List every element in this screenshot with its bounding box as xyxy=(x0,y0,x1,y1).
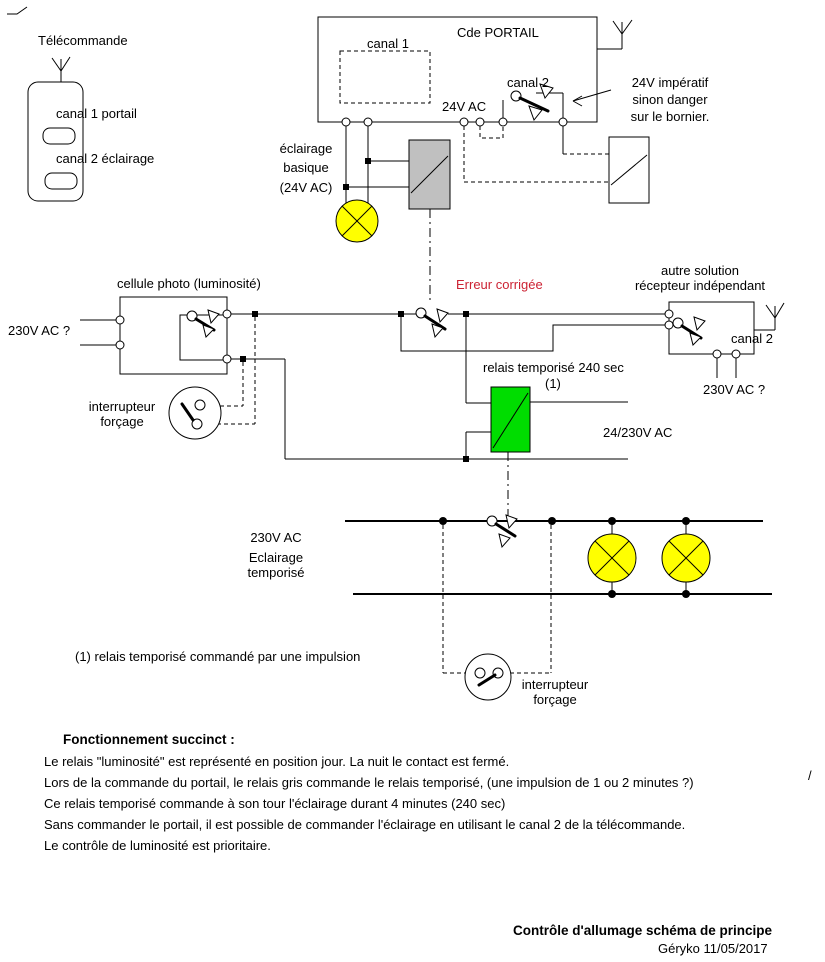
timer-relay-supply-label: 24/230V AC xyxy=(603,425,673,440)
green-relay xyxy=(491,387,530,452)
remote-title: Télécommande xyxy=(38,33,128,48)
timed-lighting-rails xyxy=(345,515,772,598)
warning-line2: sinon danger xyxy=(632,92,708,107)
junction-dot xyxy=(398,311,404,317)
description-line-1: Le relais "luminosité" est représenté en position jour. La nuit le contact est fermé. xyxy=(44,754,510,769)
warning-line1: 24V impératif xyxy=(631,75,709,90)
force-switch-lower xyxy=(443,525,551,700)
junction-dot xyxy=(240,356,246,362)
canal2-label: canal 2 xyxy=(507,75,549,90)
junction-dot xyxy=(252,311,258,317)
supply-24v-label: 24V AC xyxy=(442,99,487,114)
portal-relay-circuit xyxy=(464,126,649,203)
basic-lighting-line3: (24V AC) xyxy=(279,180,333,195)
timed-lighting-line2: Eclairage temporisé xyxy=(247,550,305,580)
footnote: (1) relais temporisé commandé par une impulsion xyxy=(75,649,361,664)
alt-receiver-line2: récepteur indépendant xyxy=(634,278,766,293)
bypass-wire xyxy=(401,317,665,351)
timer-relay-ref: (1) xyxy=(545,376,561,391)
description-line-2: Lors de la commande du portail, le relais gris commande le relais temporisé, (une impulsion de 1 ou 2 minutes ?) xyxy=(44,775,694,790)
remote-button-1 xyxy=(43,128,75,144)
force-upper-line1: interrupteur xyxy=(88,399,156,414)
photocell-switch xyxy=(187,310,219,337)
main-row xyxy=(231,308,665,351)
description-line-3: Ce relais temporisé commande à son tour l'éclairage durant 4 minutes (240 sec) xyxy=(44,796,506,811)
junction-dot xyxy=(548,517,556,525)
lamp-basic xyxy=(336,200,378,242)
portal-box-title: Cde PORTAIL xyxy=(457,25,539,40)
basic-lighting-line1: éclairage xyxy=(279,141,333,156)
basic-lighting-circuit xyxy=(336,126,450,300)
remote-button1-label: canal 1 portail xyxy=(56,106,137,121)
force-lower-line2: forçage xyxy=(533,692,577,707)
canal1-label: canal 1 xyxy=(367,36,409,51)
author-credit: Géryko 11/05/2017 xyxy=(658,941,768,956)
remote-control xyxy=(28,57,83,201)
page-title: Contrôle d'allumage schéma de principe xyxy=(513,923,773,938)
photocell-box xyxy=(80,297,231,374)
stray-mark xyxy=(7,7,27,14)
remote-button-2 xyxy=(45,173,77,189)
lamp-timed-1 xyxy=(588,521,636,594)
canal1-module xyxy=(340,51,430,103)
description-line-4: Sans commander le portail, il est possible de commander l'éclairage en utilisant le canal 2 de la télécommande. xyxy=(44,817,686,832)
alt-receiver-input-label: 230V AC ? xyxy=(703,382,766,397)
force-upper-line2: forçage xyxy=(100,414,144,429)
photocell-title: cellule photo (luminosité) xyxy=(117,276,261,291)
basic-lighting-line2: basique xyxy=(283,160,329,175)
error-note: Erreur corrigée xyxy=(456,277,543,292)
receiver-canal2-switch xyxy=(673,317,705,345)
gray-relay xyxy=(409,140,450,209)
lamp-timed-2 xyxy=(662,521,710,594)
white-relay xyxy=(609,137,649,203)
photocell-input-label: 230V AC ? xyxy=(8,323,71,338)
timed-lighting-line1: 230V AC xyxy=(250,530,302,545)
alt-receiver-canal2-label: canal 2 xyxy=(731,331,773,346)
warning-line3: sur le bornier. xyxy=(630,109,710,124)
warning-arrow-icon xyxy=(573,90,611,106)
alt-receiver-line1: autre solution xyxy=(660,263,740,278)
switch-body xyxy=(169,387,221,439)
junction-dot xyxy=(463,311,469,317)
remote-button2-label: canal 2 éclairage xyxy=(56,151,155,166)
description-line-5: Le contrôle de luminosité est prioritaire. xyxy=(44,838,271,853)
junction-dot xyxy=(439,517,447,525)
corrected-error-switch xyxy=(416,308,448,337)
rail-switch xyxy=(487,515,517,547)
stray-slash: / xyxy=(808,768,812,783)
switch-body xyxy=(465,654,511,700)
force-lower-line1: interrupteur xyxy=(521,677,589,692)
timer-relay-circuit xyxy=(285,317,628,516)
remote-body xyxy=(28,82,83,201)
timer-relay-label: relais temporisé 240 sec xyxy=(483,360,624,375)
description-heading: Fonctionnement succinct : xyxy=(63,732,235,747)
